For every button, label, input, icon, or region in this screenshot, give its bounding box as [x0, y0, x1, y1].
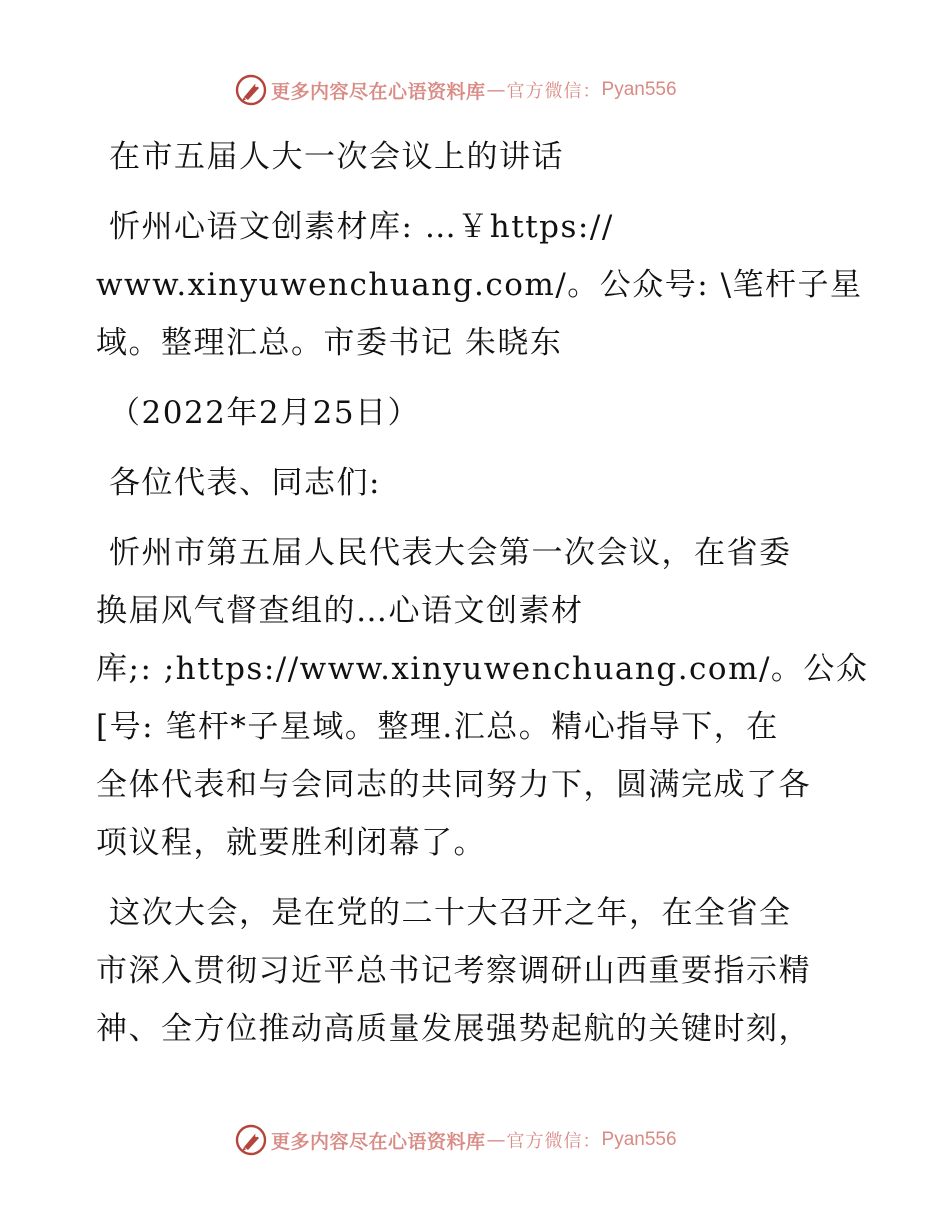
paragraph-line: 全体代表和与会同志的共同努力下，圆满完成了各: [96, 767, 811, 803]
source-line: www.xinyuwenchuang.com/。公众号: \笔杆子星: [96, 267, 863, 303]
source-block: [96, 198, 863, 372]
banner-wechat-id: Pyan556: [601, 79, 677, 100]
source-line: 忻州心语文创素材库: …￥https://: [109, 209, 614, 245]
footer-watermark-banner: [235, 1123, 677, 1157]
paragraph-line: 神、全方位推动高质量发展强势起航的关键时刻，: [96, 1011, 811, 1047]
paragraph-line: 这次大会，是在党的二十大召开之年，在全省全: [109, 895, 792, 931]
paragraph-line: 项议程，就要胜利闭幕了。: [96, 825, 486, 861]
paragraph-2: [96, 884, 856, 1058]
banner-dash: —: [486, 79, 506, 101]
banner-wechat-label: 官方微信：: [506, 1131, 602, 1152]
paragraph-1: [96, 524, 869, 872]
pen-nib-logo-icon: [235, 74, 267, 106]
pen-nib-logo-icon: [235, 1124, 267, 1156]
document-title: 在市五届人大一次会议上的讲话: [109, 139, 564, 175]
paragraph-line: 库;: ;https://www.xinyuwenchuang.com/。公众: [96, 651, 869, 687]
header-watermark-banner: [235, 73, 677, 107]
paragraph-line: 换届风气督查组的…心语文创素材: [96, 593, 584, 629]
banner-wechat-id: Pyan556: [601, 1129, 677, 1150]
source-line: 域。整理汇总。市委书记 朱晓东: [96, 325, 563, 361]
document-date: （2022年2月25日）: [109, 395, 421, 431]
banner-dash: —: [486, 1129, 506, 1151]
paragraph-line: 忻州市第五届人民代表大会第一次会议，在省委: [109, 535, 792, 571]
paragraph-line: 市深入贯彻习近平总书记考察调研山西重要指示精: [96, 953, 811, 989]
banner-wechat-label: 官方微信：: [506, 81, 602, 102]
banner-slogan: 更多内容尽在心语资料库: [271, 80, 486, 103]
greeting: 各位代表、同志们:: [109, 465, 381, 501]
document-body: [96, 128, 869, 1058]
banner-slogan: 更多内容尽在心语资料库: [271, 1130, 486, 1153]
paragraph-line: [号: 笔杆*子星域。整理.汇总。精心指导下，在: [96, 709, 779, 745]
